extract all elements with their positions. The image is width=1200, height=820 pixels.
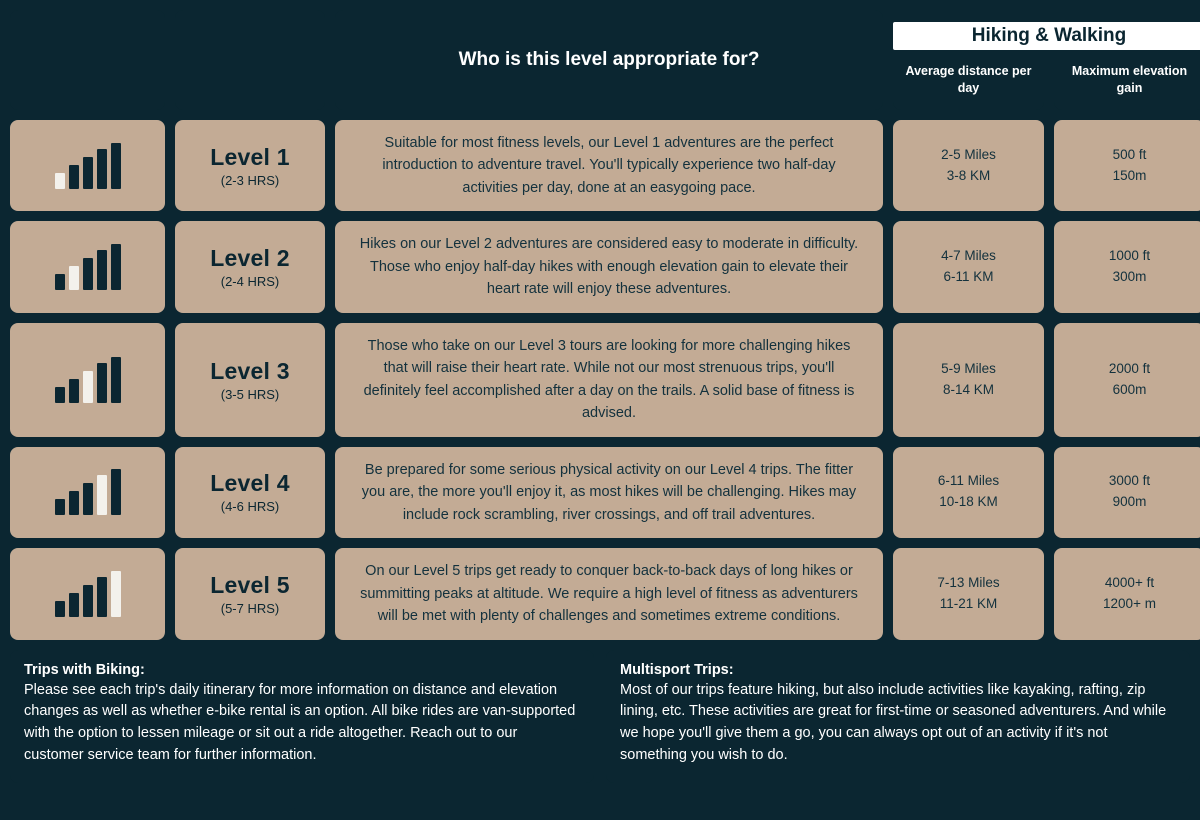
signal-bars-level-3-icon: [10, 323, 165, 437]
signal-bar: [111, 469, 121, 515]
maximum-elevation-value: 4000+ ft 1200+ m: [1103, 574, 1156, 611]
level-name-cell: [175, 221, 325, 312]
signal-bar: [97, 475, 107, 515]
levels-table: [10, 10, 1190, 640]
note-body: Most of our trips feature hiking, but also include activities like kayaking, rafting, zip lining, etc. These activities are great for first-time or seasoned adventurers. And while we hope you'll give them a go, you can always opt out of an activity if it's not something you wish to do.: [620, 681, 1167, 763]
level-name-cell: [175, 120, 325, 211]
signal-bar: [69, 266, 79, 290]
note-title: Multisport Trips:: [620, 661, 734, 678]
header-level-column: [175, 10, 325, 110]
level-name-cell: [175, 548, 325, 639]
signal-bars-level-4-icon: [10, 447, 165, 538]
level-hours: (5-7 HRS): [220, 600, 280, 616]
signal-bar: [69, 593, 79, 617]
note-trips-with-biking: [10, 650, 594, 783]
signal-bar: [55, 173, 65, 189]
average-distance-cell: [893, 548, 1044, 639]
level-description-cell: [335, 323, 883, 437]
level-description: Those who take on our Level 3 tours are looking for more challenging hikes that will raise their heart rate. While not our most strenuous trips, you'll definitely feel accomplished after a day on the trails. A solid base of fitness is advised.: [363, 337, 855, 422]
signal-bars-level-5-icon: [10, 548, 165, 639]
average-distance-cell: [893, 447, 1044, 538]
level-description-cell: [335, 548, 883, 639]
level-title: Level 2: [210, 245, 290, 272]
signal-bar: [69, 491, 79, 515]
note-body: Please see each trip's daily itinerary for more information on distance and elevation changes as well as whether e-bike rental is an option. All bike rides are van-supported with the option to lessen mileage or sit out a ride altogether. Reach out to our customer service team for further information.: [24, 681, 576, 763]
header-maximum-elevation: Maximum elevation gain: [1054, 50, 1200, 110]
maximum-elevation-cell: [1054, 221, 1200, 312]
average-distance-value: 2-5 Miles 3-8 KM: [941, 146, 996, 183]
maximum-elevation-cell: [1054, 120, 1200, 211]
maximum-elevation-value: 3000 ft 900m: [1108, 473, 1151, 510]
level-description: Suitable for most fitness levels, our Level 1 adventures are the perfect introduction to adventure travel. You'll typically experience two half-day activities per day, done at an easygoing pace.: [382, 135, 836, 196]
signal-bars: [55, 244, 121, 290]
header-question: Who is this level appropriate for?: [335, 10, 883, 110]
average-distance-value: 5-9 Miles 8-14 KM: [941, 360, 996, 397]
signal-bar: [83, 157, 93, 189]
note-title: Trips with Biking:: [24, 661, 145, 678]
signal-bar: [97, 250, 107, 290]
signal-bar: [97, 577, 107, 617]
signal-bar: [69, 165, 79, 189]
average-distance-value: 6-11 Miles 10-18 KM: [937, 473, 1000, 510]
level-name-cell: [175, 323, 325, 437]
level-description: Hikes on our Level 2 adventures are considered easy to moderate in difficulty. Those who enjoy half-day hikes with enough elevation gain to elevate their heart rate will enjoy these adventures.: [359, 236, 859, 298]
maximum-elevation-value: 2000 ft 600m: [1108, 360, 1151, 397]
footer-notes: [10, 650, 1190, 783]
level-name-cell: [175, 447, 325, 538]
header-average-distance: Average distance per day: [893, 50, 1044, 110]
maximum-elevation-value: 500 ft 150m: [1112, 146, 1147, 183]
signal-bar: [111, 571, 121, 617]
header-hiking-walking-group: [893, 10, 1200, 110]
average-distance-cell: [893, 323, 1044, 437]
signal-bar: [83, 258, 93, 290]
average-distance-cell: [893, 120, 1044, 211]
signal-bars: [55, 143, 121, 189]
signal-bars-level-1-icon: [10, 120, 165, 211]
header-icon-column: [10, 10, 165, 110]
signal-bar: [97, 149, 107, 189]
level-title: Level 5: [210, 571, 290, 598]
level-description-cell: [335, 221, 883, 312]
note-multisport-trips: [606, 650, 1190, 783]
level-hours: (2-3 HRS): [220, 172, 280, 188]
signal-bar: [111, 244, 121, 290]
average-distance-value: 4-7 Miles 6-11 KM: [941, 248, 996, 285]
signal-bars: [55, 571, 121, 617]
maximum-elevation-value: 1000 ft 300m: [1108, 248, 1151, 285]
level-description: On our Level 5 trips get ready to conquer back-to-back days of long hikes or summitting peaks at altitude. We require a high level of fitness as adventurers will be met with plenty of challenges and sometimes extreme conditions.: [360, 563, 858, 625]
signal-bar: [55, 387, 65, 403]
signal-bar: [55, 274, 65, 290]
signal-bar: [55, 601, 65, 617]
header-hiking-walking-title: Hiking & Walking: [893, 22, 1200, 50]
level-description-cell: [335, 447, 883, 538]
level-hours: (3-5 HRS): [220, 386, 280, 402]
signal-bars: [55, 357, 121, 403]
signal-bar: [111, 143, 121, 189]
signal-bar: [55, 499, 65, 515]
level-title: Level 1: [210, 143, 290, 170]
level-title: Level 4: [210, 470, 290, 497]
level-hours: (2-4 HRS): [220, 274, 280, 290]
level-title: Level 3: [210, 357, 290, 384]
maximum-elevation-cell: [1054, 447, 1200, 538]
average-distance-cell: [893, 221, 1044, 312]
signal-bars: [55, 469, 121, 515]
level-hours: (4-6 HRS): [220, 499, 280, 515]
signal-bar: [97, 363, 107, 403]
signal-bar: [83, 585, 93, 617]
level-description: Be prepared for some serious physical activity on our Level 4 trips. The fitter you are, the more you'll enjoy it, as most hikes will be challenging. Hikes may include rock scrambling, river crossings, and off trail adventures.: [361, 461, 857, 523]
signal-bar: [83, 371, 93, 403]
signal-bars-level-2-icon: [10, 221, 165, 312]
signal-bar: [111, 357, 121, 403]
average-distance-value: 7-13 Miles 11-21 KM: [937, 574, 1000, 611]
maximum-elevation-cell: [1054, 323, 1200, 437]
level-description-cell: [335, 120, 883, 211]
maximum-elevation-cell: [1054, 548, 1200, 639]
signal-bar: [83, 483, 93, 515]
signal-bar: [69, 379, 79, 403]
